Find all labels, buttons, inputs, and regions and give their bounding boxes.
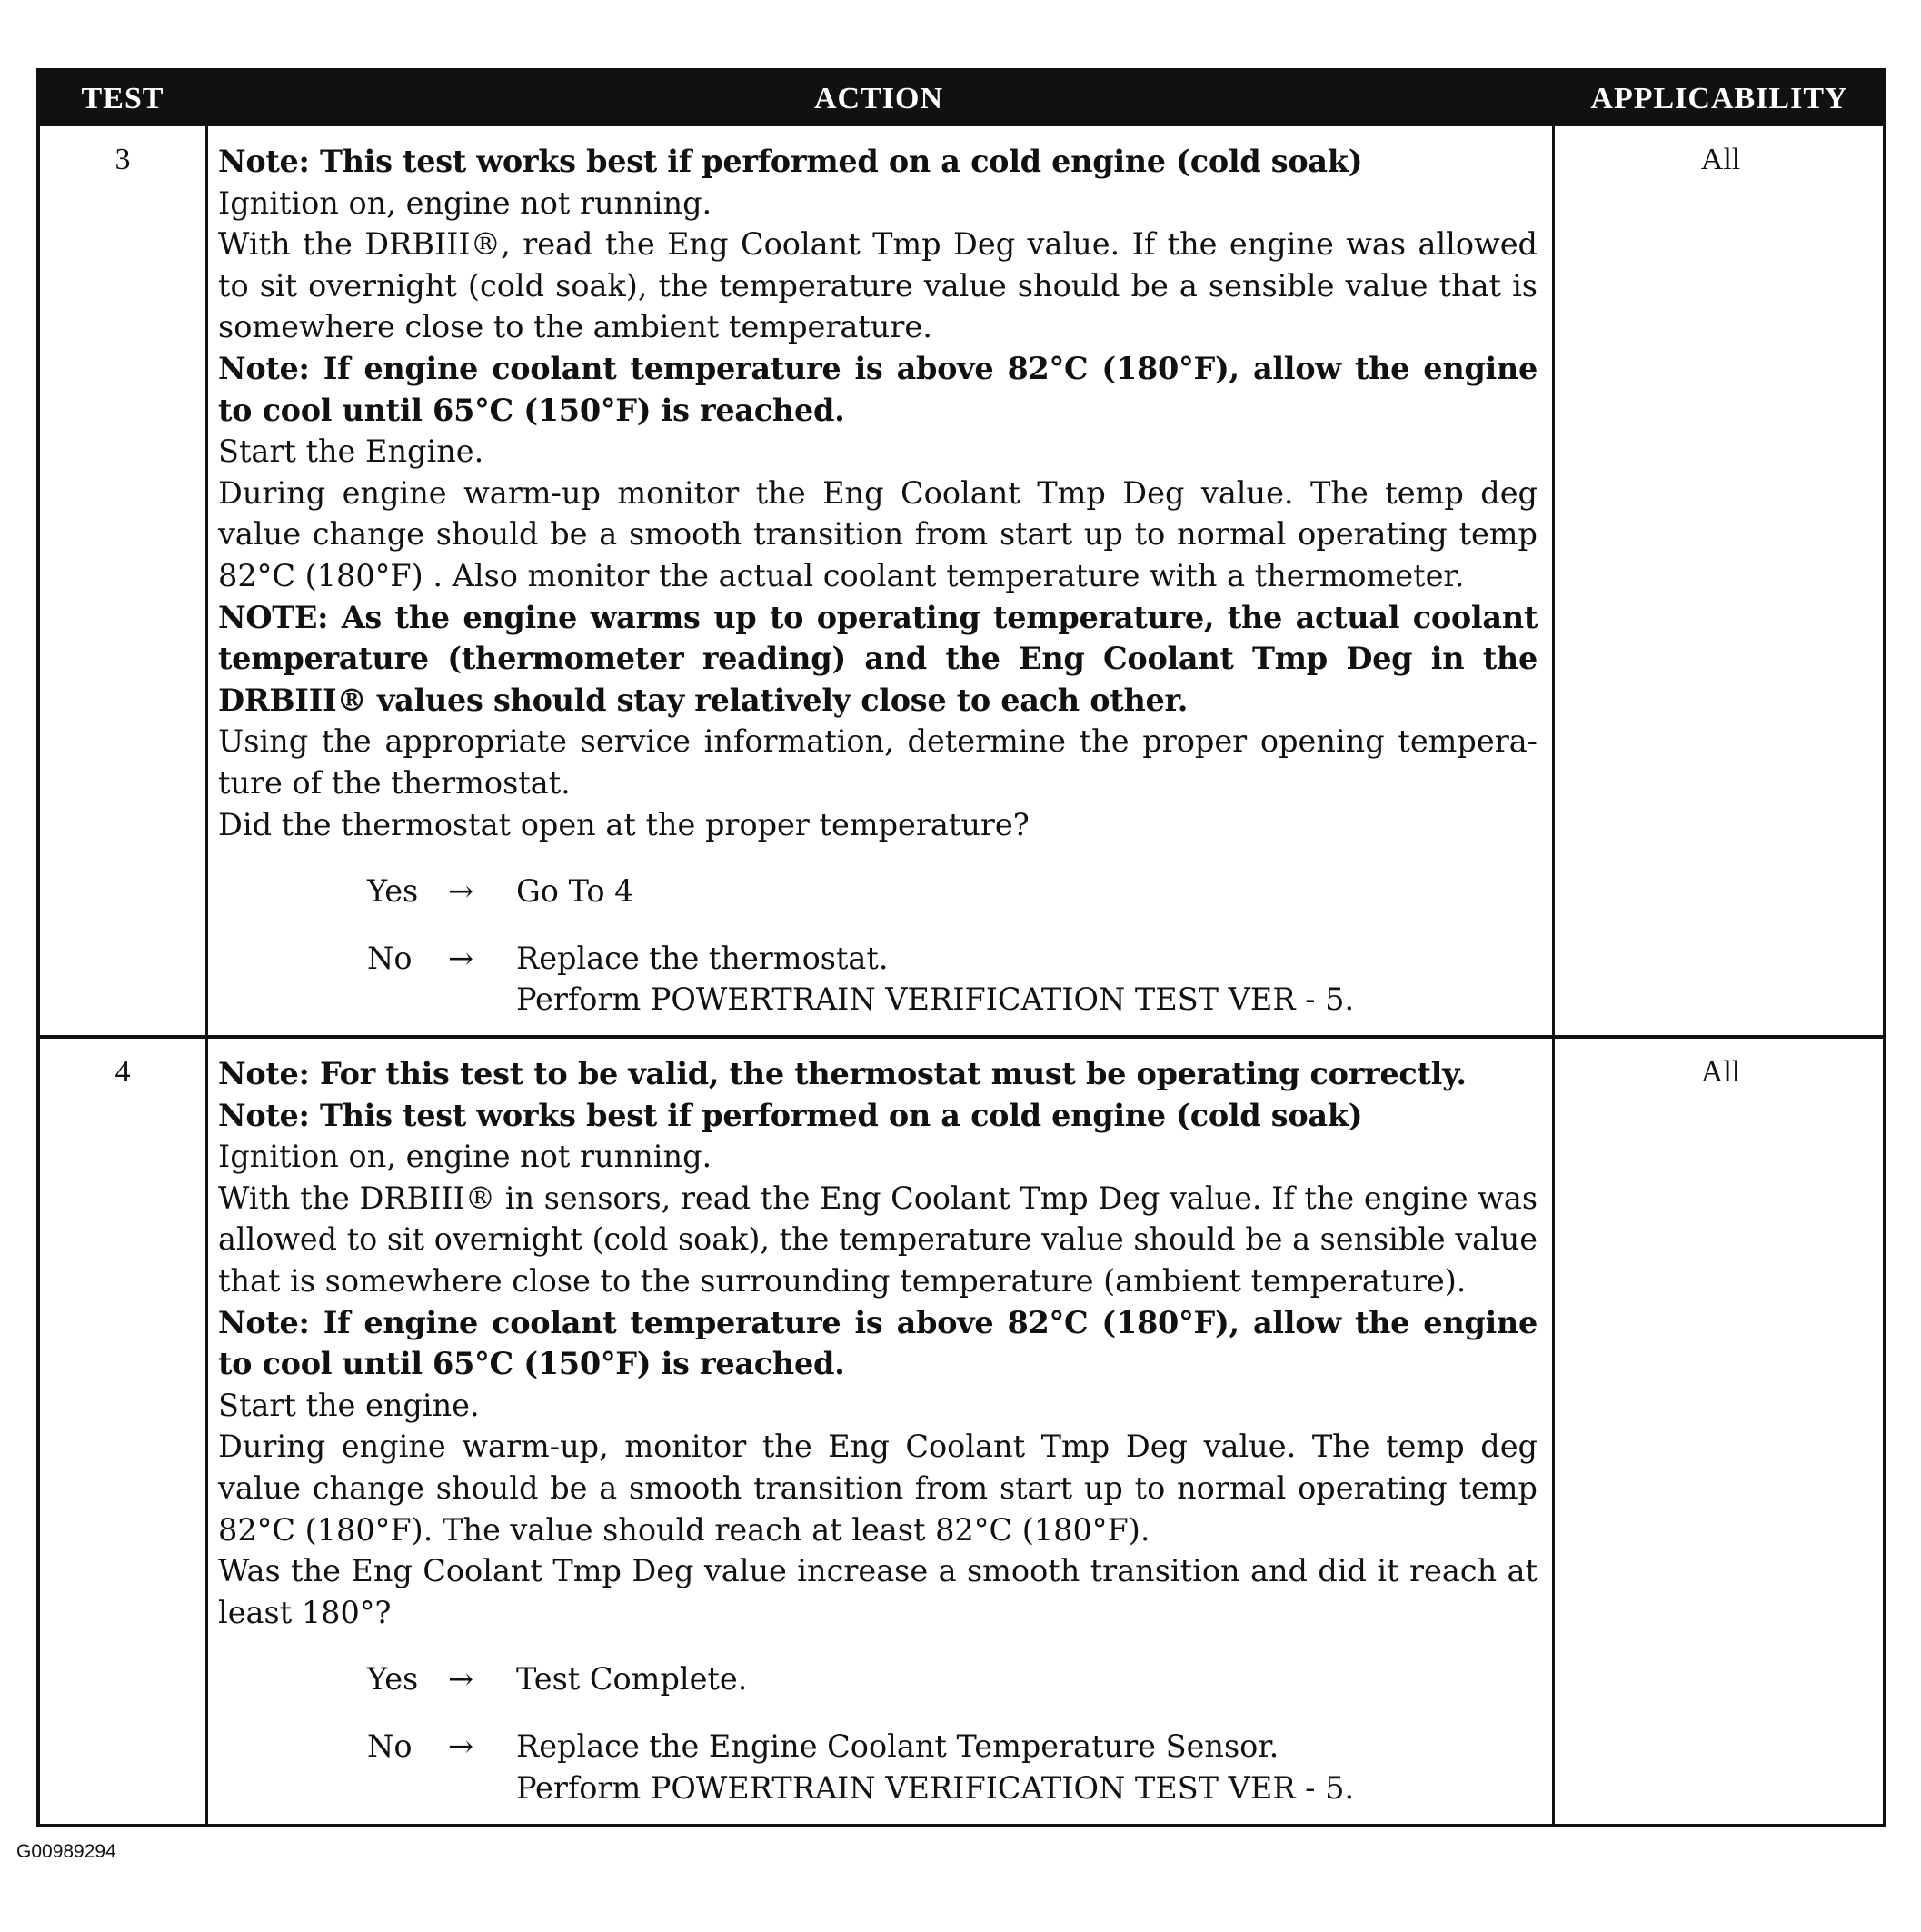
answer-label: Yes bbox=[367, 873, 419, 910]
instruction-line: During engine warm-up, monitor the Eng Coolant Tmp Deg value. The temp deg bbox=[218, 1429, 1538, 1465]
note-line: DRBIII® values should stay relatively close to each other. bbox=[218, 682, 1189, 718]
answer-action-line: Replace the thermostat. bbox=[516, 940, 889, 976]
answer-yes bbox=[218, 871, 1538, 912]
arrow-icon: → bbox=[448, 940, 474, 976]
instruction-line: 82°C (180°F). The value should reach at least 82°C (180°F). bbox=[218, 1511, 1150, 1548]
instruction-line: Start the Engine. bbox=[218, 433, 484, 470]
instruction-line: to sit overnight (cold soak), the temperature value should be a sensible value that is bbox=[218, 267, 1538, 304]
table-row-test-3 bbox=[40, 126, 1883, 1035]
arrow-icon: → bbox=[448, 873, 474, 910]
answer-action-line: Perform POWERTRAIN VERIFICATION TEST VER - 5. bbox=[516, 981, 1355, 1018]
note-line: temperature (thermometer reading) and the Eng Coolant Tmp Deg in the bbox=[218, 641, 1538, 677]
instruction-line: least 180°? bbox=[218, 1594, 392, 1630]
instruction-line: value change should be a smooth transition from start up to normal operating temp bbox=[218, 516, 1538, 553]
instruction-line: During engine warm-up monitor the Eng Coolant Tmp Deg value. The temp deg bbox=[218, 474, 1538, 511]
answer-action bbox=[516, 938, 1354, 1021]
answer-no bbox=[218, 938, 1538, 1021]
answer-action bbox=[516, 1658, 747, 1700]
instruction-line: Using the appropriate service information, determine the proper opening tempera- bbox=[218, 723, 1538, 760]
table-row-test-4 bbox=[40, 1039, 1883, 1827]
note-line: to cool until 65°C (150°F) is reached. bbox=[218, 1346, 845, 1382]
instruction-line: somewhere close to the ambient temperature. bbox=[218, 309, 932, 345]
instruction-line: Ignition on, engine not running. bbox=[218, 1139, 712, 1175]
arrow-icon: → bbox=[448, 1661, 474, 1698]
note-line: Note: This test works best if performed on a cold engine (cold soak) bbox=[218, 1097, 1363, 1133]
answer-yes bbox=[218, 1658, 1538, 1700]
diagnostic-test-table bbox=[36, 68, 1886, 1827]
instruction-line: value change should be a smooth transition from start up to normal operating temp bbox=[218, 1469, 1538, 1506]
answer-action bbox=[516, 1726, 1354, 1808]
arrow-icon: → bbox=[448, 1728, 474, 1764]
note-line: NOTE: As the engine warms up to operating temperature, the actual coolant bbox=[218, 599, 1538, 635]
answer-action-line: Replace the Engine Coolant Temperature Sensor. bbox=[516, 1728, 1279, 1764]
instruction-line: With the DRBIII®, read the Eng Coolant Tmp Deg value. If the engine was allowed bbox=[218, 226, 1538, 263]
note-line: Note: If engine coolant temperature is above 82°C (180°F), allow the engine bbox=[218, 1304, 1538, 1340]
answer-action-line: Go To 4 bbox=[516, 873, 634, 910]
instruction-line: Ignition on, engine not running. bbox=[218, 184, 712, 221]
table-header bbox=[40, 72, 1883, 126]
instruction-line: Did the thermostat open at the proper temperature? bbox=[218, 806, 1030, 842]
answer-label: Yes bbox=[367, 1661, 419, 1698]
instruction-line: allowed to sit overnight (cold soak), the temperature value should be a sensible value bbox=[218, 1221, 1538, 1258]
header-action: ACTION bbox=[813, 82, 944, 115]
header-applicability: APPLICABILITY bbox=[1590, 82, 1848, 115]
answer-action-line: Perform POWERTRAIN VERIFICATION TEST VER - 5. bbox=[516, 1769, 1355, 1806]
applicability-cell: All bbox=[1700, 1055, 1741, 1089]
applicability-cell: All bbox=[1700, 143, 1741, 176]
answer-action bbox=[516, 871, 633, 912]
header-test: TEST bbox=[81, 82, 164, 115]
action-cell bbox=[218, 141, 1538, 1021]
instruction-line: Was the Eng Coolant Tmp Deg value increase a smooth transition and did it reach at bbox=[218, 1553, 1538, 1589]
instruction-line: that is somewhere close to the surrounding temperature (ambient temperature). bbox=[218, 1262, 1467, 1299]
instruction-line: ture of the thermostat. bbox=[218, 764, 571, 801]
answer-label: No bbox=[367, 940, 413, 976]
instruction-line: Start the engine. bbox=[218, 1387, 480, 1423]
instruction-line: 82°C (180°F) . Also monitor the actual coolant temperature with a thermometer. bbox=[218, 557, 1465, 593]
answer-action-line: Test Complete. bbox=[516, 1661, 748, 1698]
test-number: 4 bbox=[114, 1055, 131, 1089]
instruction-line: With the DRBIII® in sensors, read the Eng Coolant Tmp Deg value. If the engine was bbox=[218, 1180, 1538, 1216]
test-number: 3 bbox=[114, 143, 131, 176]
note-line: to cool until 65°C (150°F) is reached. bbox=[218, 392, 845, 428]
figure-id: G00989294 bbox=[16, 1841, 116, 1862]
answer-no bbox=[218, 1726, 1538, 1808]
note-line: Note: If engine coolant temperature is above 82°C (180°F), allow the engine bbox=[218, 350, 1538, 386]
answer-label: No bbox=[367, 1728, 413, 1764]
note-line: Note: For this test to be valid, the thermostat must be operating correctly. bbox=[218, 1056, 1467, 1091]
action-cell bbox=[218, 1053, 1538, 1808]
note-line: Note: This test works best if performed on a cold engine (cold soak) bbox=[218, 144, 1363, 179]
